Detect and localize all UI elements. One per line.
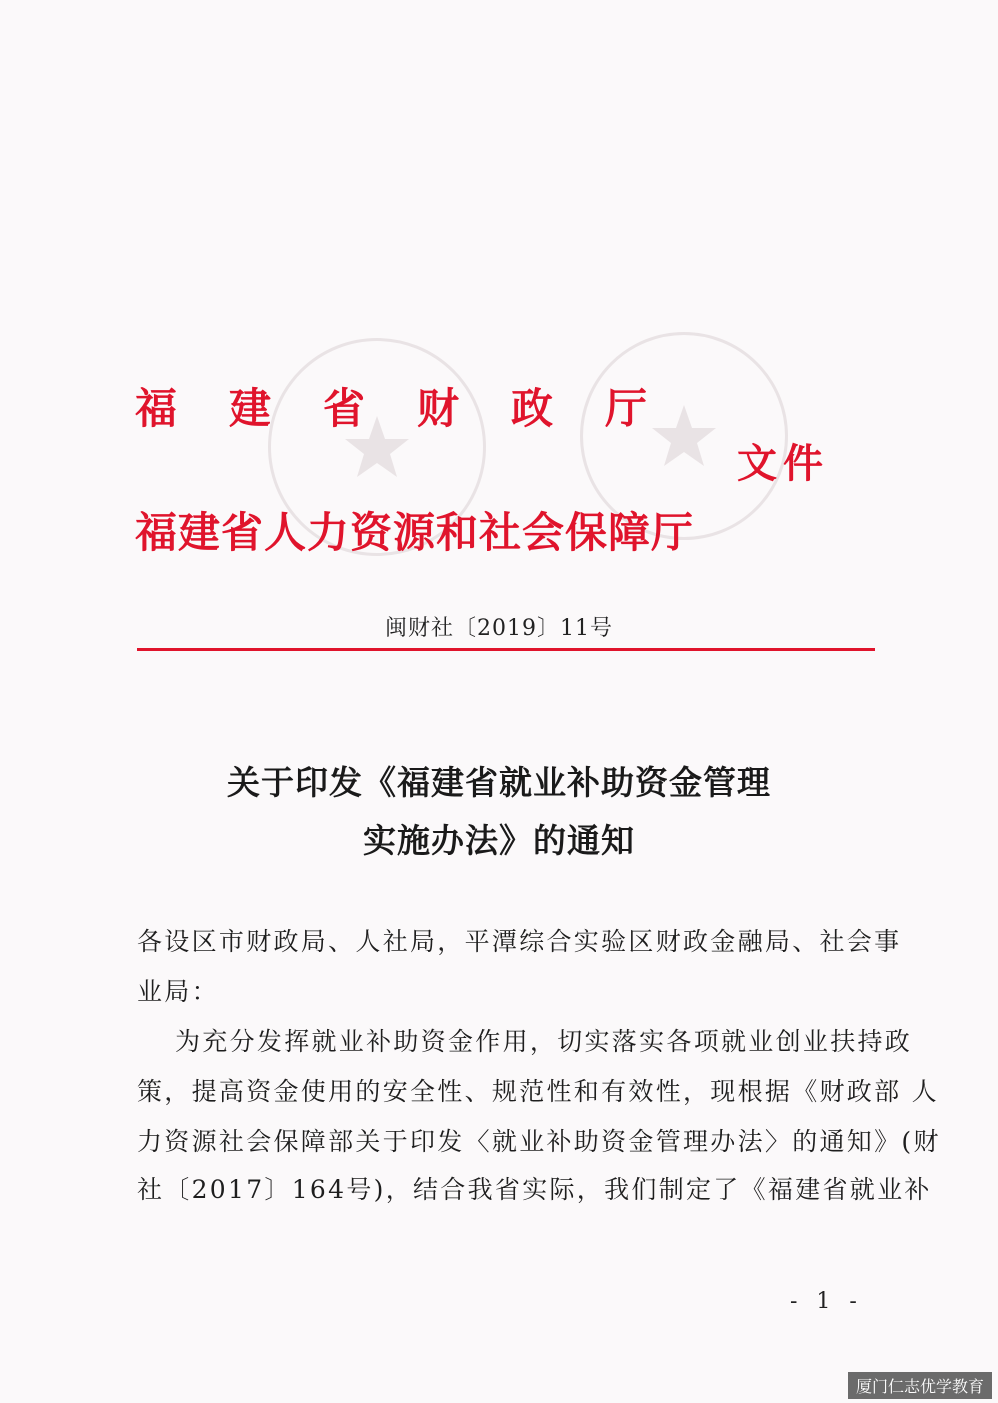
body-line: 为充分发挥就业补助资金作用，切实落实各项就业创业扶持政 (175, 1027, 913, 1056)
body-line: 策，提高资金使用的安全性、规范性和有效性，现根据《财政部 人 (137, 1077, 939, 1106)
header-issuer-finance: 福建省财政厅 (135, 384, 700, 433)
body-line: 力资源社会保障部关于印发〈就业补助资金管理办法〉的通知》(财 (137, 1127, 941, 1156)
header-issuer-hr: 福建省人力资源和社会保障厅 (135, 508, 695, 557)
document-title-line-1: 关于印发《福建省就业补助资金管理 (227, 763, 771, 802)
header-divider (137, 648, 875, 651)
watermark-label: 厦门仁志优学教育 (848, 1372, 992, 1399)
body-line: 各设区市财政局、人社局，平潭综合实验区财政金融局、社会事 (137, 927, 902, 956)
page-number: - 1 - (790, 1289, 863, 1314)
document-title-line-2: 实施办法》的通知 (363, 821, 635, 860)
header-document-label: 文件 (737, 440, 829, 487)
document-number: 闽财社〔2019〕11号 (385, 616, 613, 641)
body-line: 业局： (137, 977, 219, 1006)
body-line: 社〔2017〕164号)，结合我省实际，我们制定了《福建省就业补 (137, 1175, 932, 1204)
